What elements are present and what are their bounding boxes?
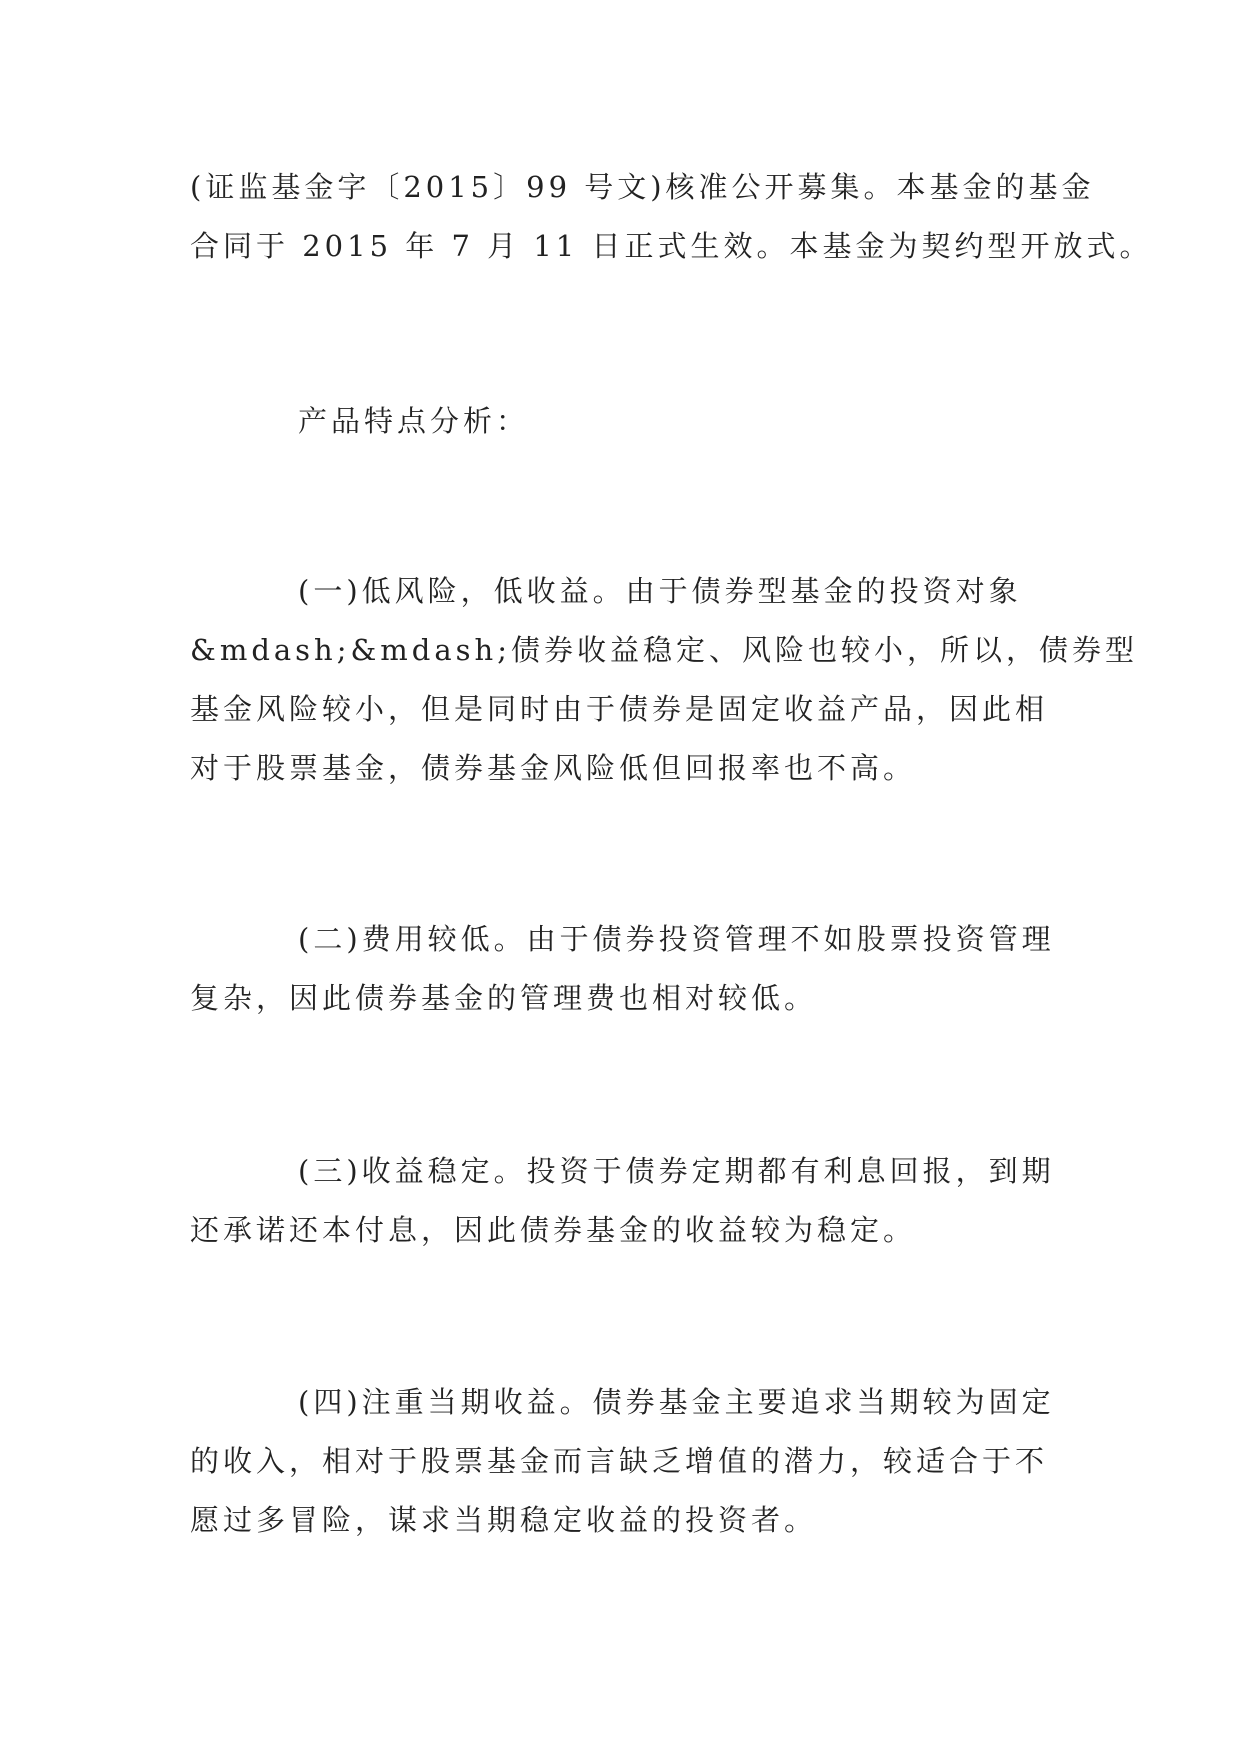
feature-1-line-3: 基金风险较小，但是同时由于债券是固定收益产品，因此相 [190, 692, 1049, 726]
feature-4-line-2: 的收入，相对于股票基金而言缺乏增值的潜力，较适合于不 [190, 1444, 1049, 1478]
feature-paragraph-2 [190, 910, 1055, 1028]
feature-1-line-1: (一)低风险，低收益。由于债券型基金的投资对象 [298, 574, 1022, 608]
intro-line-2: 合同于 2015 年 7 月 11 日正式生效。本基金为契约型开放式。 [190, 229, 1153, 263]
section-heading-text: 产品特点分析： [298, 404, 530, 438]
feature-1-line-2: &mdash;&mdash;债券收益稳定、风险也较小，所以，债券型 [190, 633, 1138, 667]
feature-1-line-4: 对于股票基金，债券基金风险低但回报率也不高。 [190, 751, 917, 785]
feature-2-line-2: 复杂，因此债券基金的管理费也相对较低。 [190, 981, 818, 1015]
feature-3-line-2: 还承诺还本付息，因此债券基金的收益较为稳定。 [190, 1213, 917, 1247]
feature-4-line-3: 愿过多冒险，谋求当期稳定收益的投资者。 [190, 1503, 818, 1537]
intro-line-1: (证监基金字〔2015〕99 号文)核准公开募集。本基金的基金 [190, 170, 1095, 204]
feature-paragraph-4 [190, 1373, 1055, 1550]
feature-4-line-1: (四)注重当期收益。债券基金主要追求当期较为固定 [298, 1385, 1055, 1419]
intro-paragraph [190, 158, 1153, 276]
feature-paragraph-1 [190, 562, 1138, 798]
section-heading [190, 392, 1050, 451]
feature-2-line-1: (二)费用较低。由于债券投资管理不如股票投资管理 [298, 922, 1055, 956]
feature-paragraph-3 [190, 1142, 1055, 1260]
feature-3-line-1: (三)收益稳定。投资于债券定期都有利息回报，到期 [298, 1154, 1055, 1188]
